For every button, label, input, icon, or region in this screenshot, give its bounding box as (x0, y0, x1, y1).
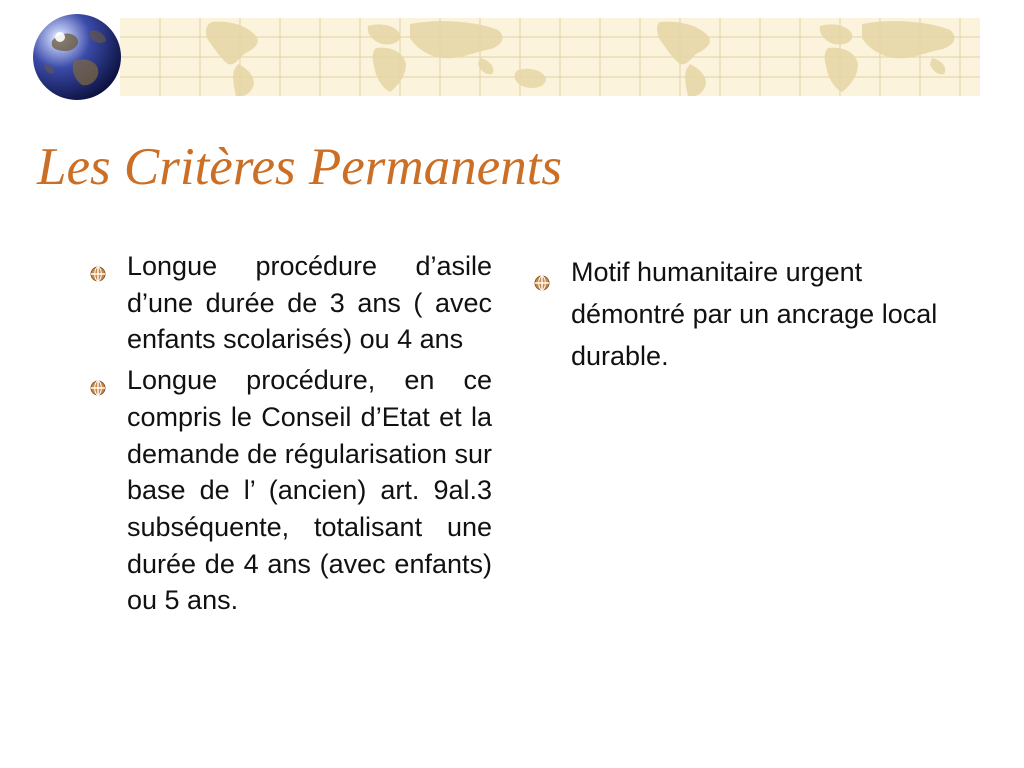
globe-icon (30, 11, 124, 103)
globe-bullet-icon (534, 261, 550, 277)
slide-title: Les Critères Permanents (37, 138, 563, 196)
list-item (90, 248, 492, 358)
left-bullet-list (90, 248, 492, 623)
list-item (90, 362, 492, 619)
list-item (534, 251, 954, 377)
bullet-text: Motif humanitaire urgent démontré par un ancrage local durable. (571, 257, 938, 371)
world-map-graphic (120, 18, 980, 96)
globe-bullet-icon (90, 369, 106, 385)
bullet-text: Longue procédure d’asile d’une durée de 3 ans ( avec enfants scolarisés) ou 4 ans (127, 251, 492, 355)
right-bullet-list (534, 251, 954, 377)
bullet-text: Longue procédure, en ce compris le Conseil d’Etat et la demande de régularisation sur base de l’ (ancien) art. 9al.3 subséquente, totalisant une durée de 4 ans (avec enfants) ou 5 ans. (127, 365, 492, 616)
globe-bullet-icon (90, 255, 106, 271)
world-map-banner (120, 18, 980, 96)
